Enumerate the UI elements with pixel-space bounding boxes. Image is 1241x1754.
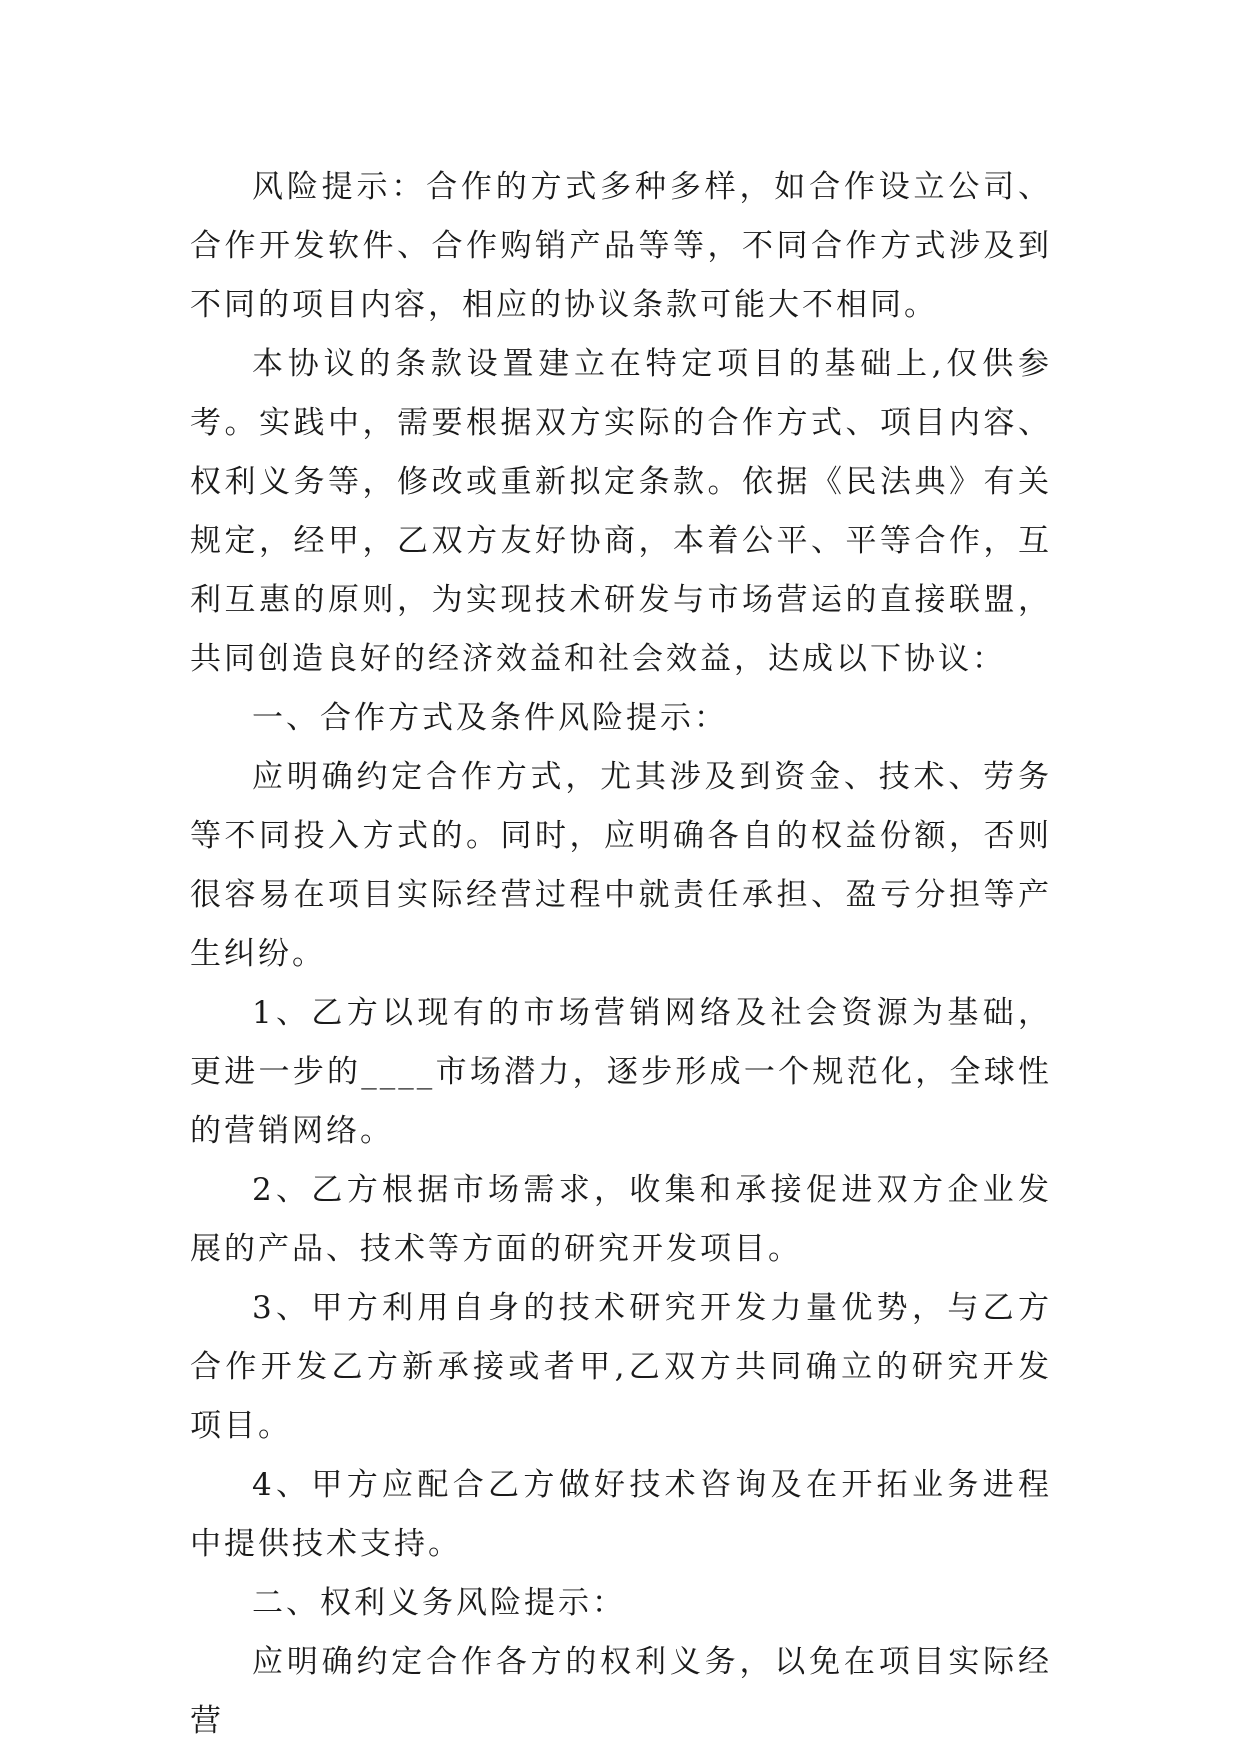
paragraph-risk-notice: 风险提示：合作的方式多种多样，如合作设立公司、合作开发软件、合作购销产品等等，不同合作方式涉及到不同的项目内容，相应的协议条款可能大不相同。: [190, 169, 1052, 323]
section-heading-cooperation: 一、合作方式及条件风险提示：: [252, 700, 728, 736]
clause-item-2: 2、乙方根据市场需求，收集和承接促进双方企业发展的产品、技术等方面的研究开发项目。: [190, 1172, 1052, 1267]
clause-item-1: 1、乙方以现有的市场营销网络及社会资源为基础，更进一步的____市场潜力，逐步形成一个规范化，全球性的营销网络。: [190, 995, 1052, 1149]
clause-item-4: 4、甲方应配合乙方做好技术咨询及在开拓业务进程中提供技术支持。: [190, 1467, 1052, 1562]
document-body: [190, 158, 1052, 1751]
paragraph-agreement-basis: 本协议的条款设置建立在特定项目的基础上,仅供参考。实践中，需要根据双方实际的合作方式、项目内容、权利义务等，修改或重新拟定条款。依据《民法典》有关规定，经甲，乙双方友好协商，本着公平、平等合作，互利互惠的原则，为实现技术研发与市场营运的直接联盟，共同创造良好的经济效益和社会效益，达成以下协议：: [190, 346, 1052, 677]
paragraph-rights-notice: 应明确约定合作各方的权利义务，以免在项目实际经营: [190, 1644, 1052, 1739]
section-heading-rights: 二、权利义务风险提示：: [252, 1585, 626, 1621]
clause-item-3: 3、甲方利用自身的技术研究开发力量优势，与乙方合作开发乙方新承接或者甲,乙双方共同确立的研究开发项目。: [190, 1290, 1052, 1444]
paragraph-cooperation-notice: 应明确约定合作方式，尤其涉及到资金、技术、劳务等不同投入方式的。同时，应明确各自的权益份额，否则很容易在项目实际经营过程中就责任承担、盈亏分担等产生纠纷。: [190, 759, 1052, 972]
